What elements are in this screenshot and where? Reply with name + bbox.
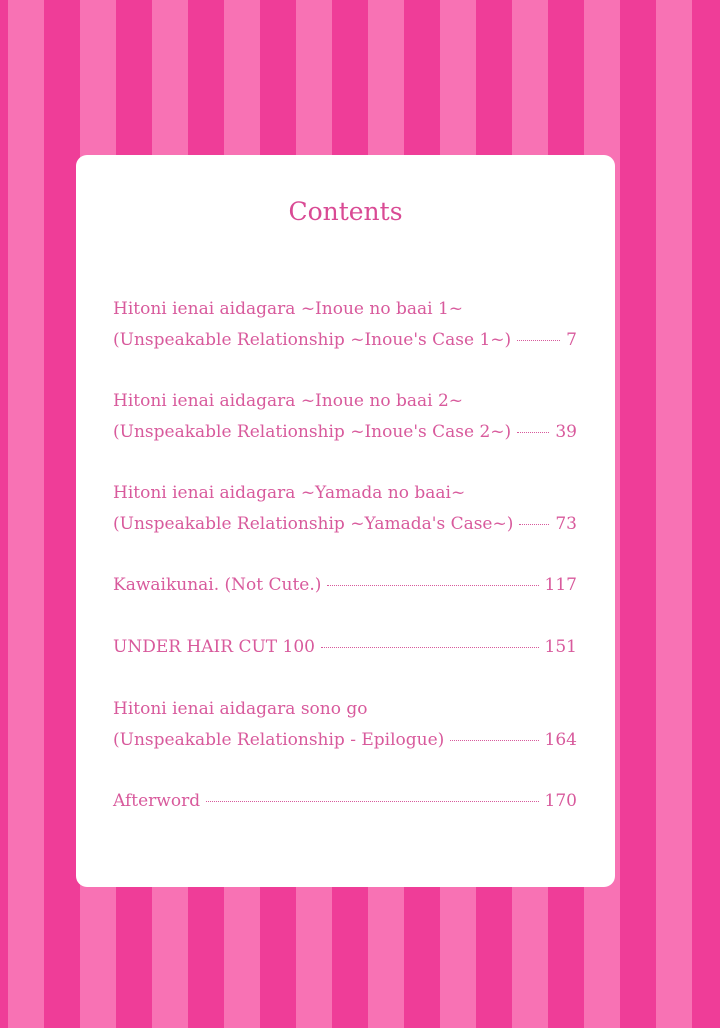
entry-title-english: (Unspeakable Relationship ~Inoue's Case 1~) — [113, 330, 512, 350]
dot-leader — [450, 740, 538, 741]
toc-entry[interactable] — [113, 570, 577, 601]
dot-leader — [321, 647, 539, 648]
page-number: 170 — [544, 791, 577, 811]
entry-title-english: (Unspeakable Relationship - Epilogue) — [113, 730, 445, 750]
page-number: 39 — [555, 422, 577, 442]
toc-entry[interactable] — [113, 694, 577, 756]
page-number: 7 — [566, 330, 577, 350]
entry-title-japanese: Hitoni ienai aidagara ~Inoue no baai 1~ — [113, 299, 464, 319]
toc-entry[interactable] — [113, 478, 577, 540]
page-number: 73 — [555, 514, 577, 534]
contents-card — [76, 155, 615, 887]
entry-title-english: (Unspeakable Relationship ~Yamada's Case~) — [113, 514, 514, 534]
toc-entry[interactable] — [113, 386, 577, 448]
entry-title: UNDER HAIR CUT 100 — [113, 637, 315, 657]
entry-title-japanese: Hitoni ienai aidagara sono go — [113, 699, 368, 719]
toc-entry[interactable] — [113, 294, 577, 356]
page-number: 117 — [544, 575, 577, 595]
dot-leader — [327, 585, 538, 586]
page-number: 151 — [544, 637, 577, 657]
dot-leader — [517, 340, 560, 341]
entry-title-japanese: Hitoni ienai aidagara ~Yamada no baai~ — [113, 483, 466, 503]
dot-leader — [206, 801, 538, 802]
entry-title: Afterword — [113, 791, 201, 811]
dot-leader — [517, 432, 549, 433]
toc-entry[interactable] — [113, 786, 577, 817]
page-title: Contents — [288, 197, 403, 226]
entry-title-english: (Unspeakable Relationship ~Inoue's Case 2~) — [113, 422, 512, 442]
entry-title-japanese: Hitoni ienai aidagara ~Inoue no baai 2~ — [113, 391, 464, 411]
page-number: 164 — [544, 730, 577, 750]
entry-title: Kawaikunai. (Not Cute.) — [113, 575, 322, 595]
dot-leader — [519, 524, 549, 525]
toc-entry[interactable] — [113, 632, 577, 663]
